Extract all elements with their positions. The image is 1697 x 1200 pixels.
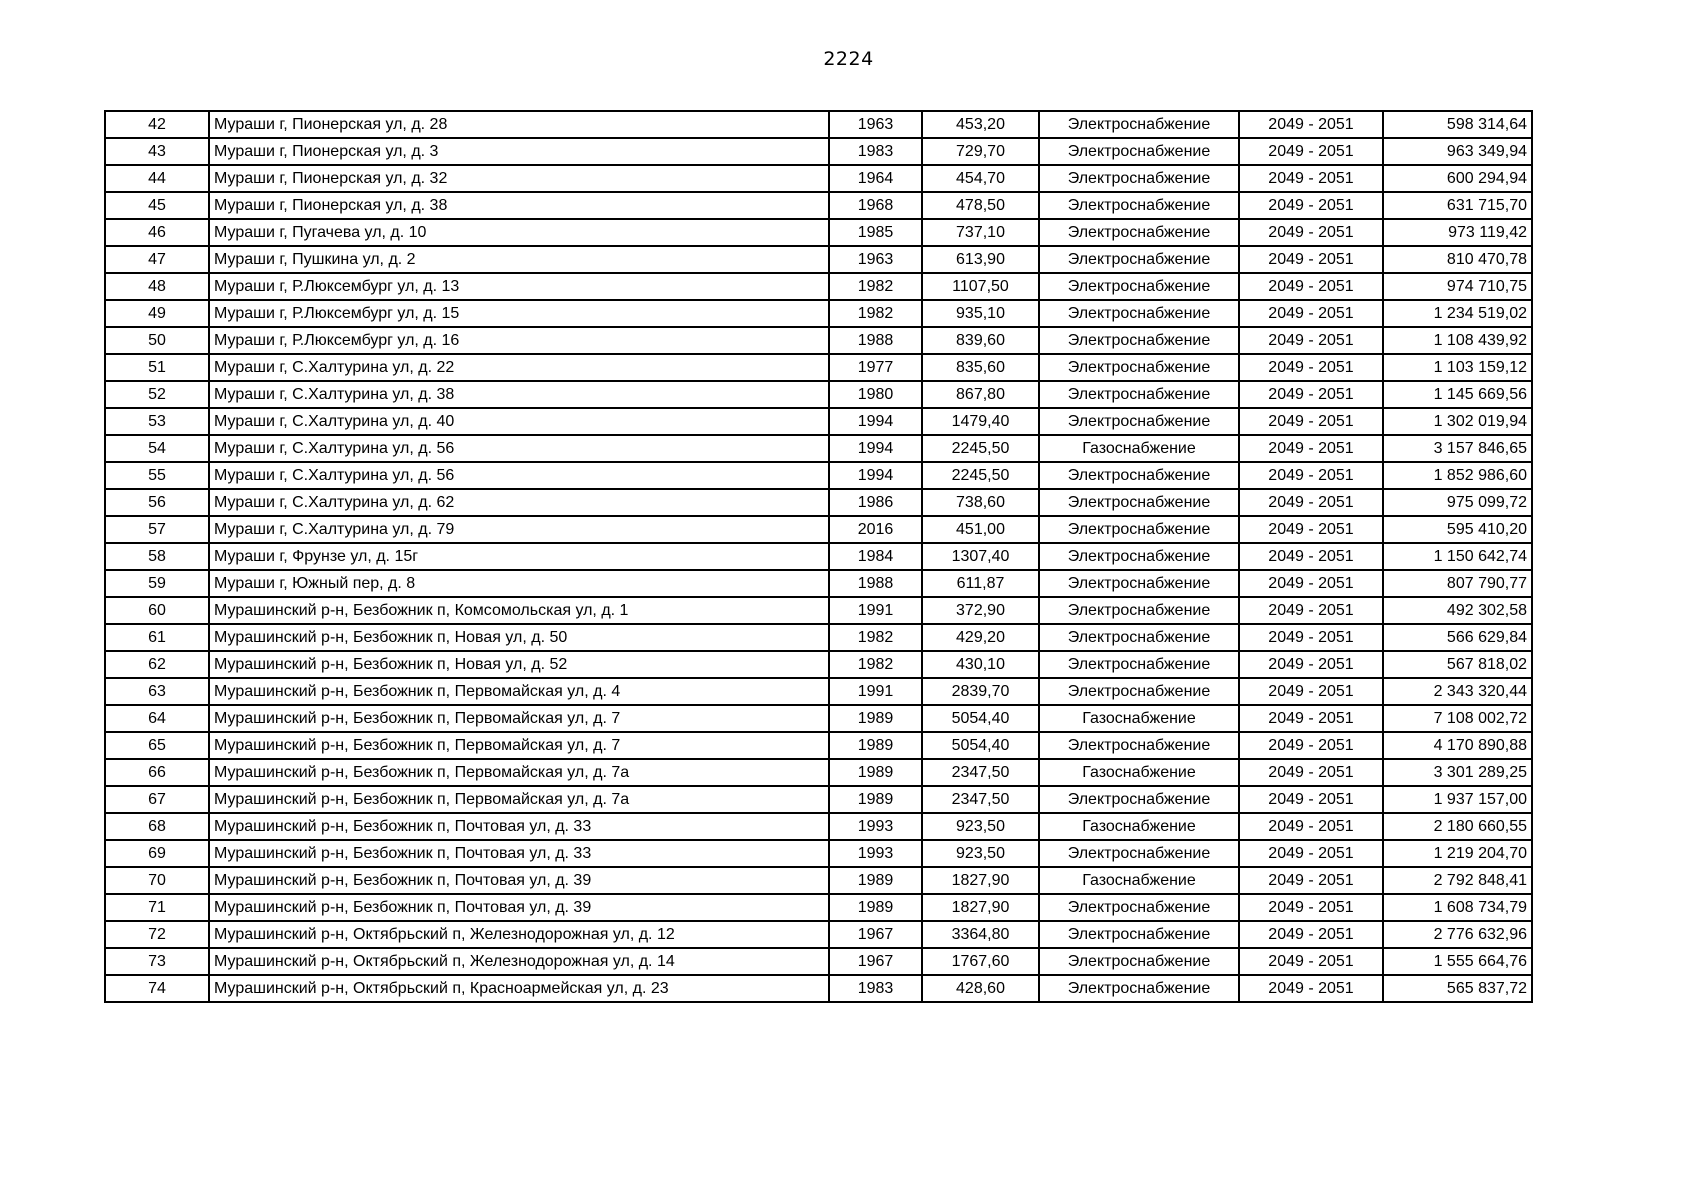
table-row [105,678,1532,705]
address-cell: Мурашинский р-н, Безбожник п, Первомайская ул, д. 7а [209,786,829,813]
table-row [105,111,1532,138]
address-cell: Мураши г, Пионерская ул, д. 28 [209,111,829,138]
address-cell: Мураши г, Р.Люксембург ул, д. 13 [209,273,829,300]
table-row [105,543,1532,570]
cost-cell: 1 145 669,56 [1383,381,1532,408]
service-type-cell: Газоснабжение [1039,867,1239,894]
table-row [105,921,1532,948]
service-type-cell: Электроснабжение [1039,786,1239,813]
area-cell: 867,80 [922,381,1039,408]
table-row [105,840,1532,867]
year-cell: 1980 [829,381,922,408]
area-cell: 613,90 [922,246,1039,273]
period-cell: 2049 - 2051 [1239,543,1383,570]
row-number: 48 [105,273,209,300]
address-cell: Мурашинский р-н, Октябрьский п, Красноармейская ул, д. 23 [209,975,829,1002]
address-cell: Мураши г, Пушкина ул, д. 2 [209,246,829,273]
cost-cell: 1 219 204,70 [1383,840,1532,867]
address-cell: Мурашинский р-н, Безбожник п, Почтовая ул, д. 39 [209,894,829,921]
period-cell: 2049 - 2051 [1239,354,1383,381]
period-cell: 2049 - 2051 [1239,516,1383,543]
table-row [105,219,1532,246]
table-row [105,786,1532,813]
year-cell: 1986 [829,489,922,516]
area-cell: 737,10 [922,219,1039,246]
address-cell: Мураши г, С.Халтурина ул, д. 38 [209,381,829,408]
area-cell: 451,00 [922,516,1039,543]
year-cell: 1989 [829,732,922,759]
row-number: 57 [105,516,209,543]
cost-cell: 7 108 002,72 [1383,705,1532,732]
row-number: 42 [105,111,209,138]
address-cell: Мурашинский р-н, Безбожник п, Почтовая ул, д. 33 [209,840,829,867]
year-cell: 1993 [829,840,922,867]
service-type-cell: Электроснабжение [1039,678,1239,705]
row-number: 70 [105,867,209,894]
address-cell: Мураши г, Фрунзе ул, д. 15г [209,543,829,570]
row-number: 43 [105,138,209,165]
cost-cell: 1 555 664,76 [1383,948,1532,975]
period-cell: 2049 - 2051 [1239,624,1383,651]
service-type-cell: Электроснабжение [1039,381,1239,408]
row-number: 71 [105,894,209,921]
year-cell: 1994 [829,462,922,489]
table-row [105,138,1532,165]
row-number: 55 [105,462,209,489]
cost-cell: 600 294,94 [1383,165,1532,192]
area-cell: 2347,50 [922,786,1039,813]
service-type-cell: Электроснабжение [1039,516,1239,543]
table-row [105,381,1532,408]
cost-cell: 2 792 848,41 [1383,867,1532,894]
page-number: 2224 [823,48,874,70]
year-cell: 1991 [829,597,922,624]
year-cell: 1968 [829,192,922,219]
address-cell: Мураши г, С.Халтурина ул, д. 22 [209,354,829,381]
cost-cell: 973 119,42 [1383,219,1532,246]
table-row [105,435,1532,462]
cost-cell: 1 103 159,12 [1383,354,1532,381]
row-number: 69 [105,840,209,867]
service-type-cell: Электроснабжение [1039,948,1239,975]
year-cell: 1989 [829,867,922,894]
area-cell: 372,90 [922,597,1039,624]
service-type-cell: Электроснабжение [1039,111,1239,138]
cost-cell: 2 343 320,44 [1383,678,1532,705]
service-type-cell: Электроснабжение [1039,354,1239,381]
period-cell: 2049 - 2051 [1239,435,1383,462]
service-type-cell: Электроснабжение [1039,300,1239,327]
area-cell: 430,10 [922,651,1039,678]
table-body [105,111,1532,1002]
year-cell: 1984 [829,543,922,570]
cost-cell: 975 099,72 [1383,489,1532,516]
address-cell: Мураши г, Пионерская ул, д. 32 [209,165,829,192]
cost-cell: 492 302,58 [1383,597,1532,624]
row-number: 49 [105,300,209,327]
period-cell: 2049 - 2051 [1239,489,1383,516]
year-cell: 1963 [829,111,922,138]
period-cell: 2049 - 2051 [1239,246,1383,273]
table-row [105,975,1532,1002]
cost-cell: 1 150 642,74 [1383,543,1532,570]
year-cell: 1964 [829,165,922,192]
year-cell: 1988 [829,570,922,597]
table-row [105,165,1532,192]
year-cell: 1977 [829,354,922,381]
cost-cell: 4 170 890,88 [1383,732,1532,759]
year-cell: 1967 [829,921,922,948]
table-row [105,894,1532,921]
period-cell: 2049 - 2051 [1239,732,1383,759]
row-number: 46 [105,219,209,246]
year-cell: 1982 [829,273,922,300]
row-number: 65 [105,732,209,759]
area-cell: 923,50 [922,840,1039,867]
area-cell: 935,10 [922,300,1039,327]
service-type-cell: Электроснабжение [1039,165,1239,192]
area-cell: 738,60 [922,489,1039,516]
table-row [105,489,1532,516]
table-row [105,570,1532,597]
cost-cell: 963 349,94 [1383,138,1532,165]
area-cell: 2245,50 [922,462,1039,489]
area-cell: 5054,40 [922,705,1039,732]
year-cell: 1982 [829,300,922,327]
table-row [105,462,1532,489]
service-type-cell: Электроснабжение [1039,408,1239,435]
table-row [105,948,1532,975]
period-cell: 2049 - 2051 [1239,813,1383,840]
service-type-cell: Электроснабжение [1039,327,1239,354]
service-type-cell: Газоснабжение [1039,759,1239,786]
row-number: 58 [105,543,209,570]
row-number: 68 [105,813,209,840]
area-cell: 1107,50 [922,273,1039,300]
period-cell: 2049 - 2051 [1239,111,1383,138]
year-cell: 1994 [829,408,922,435]
area-cell: 2245,50 [922,435,1039,462]
cost-cell: 631 715,70 [1383,192,1532,219]
table-row [105,624,1532,651]
year-cell: 2016 [829,516,922,543]
cost-cell: 3 301 289,25 [1383,759,1532,786]
address-cell: Мурашинский р-н, Безбожник п, Почтовая ул, д. 33 [209,813,829,840]
table-row [105,273,1532,300]
service-type-cell: Газоснабжение [1039,813,1239,840]
service-type-cell: Электроснабжение [1039,462,1239,489]
year-cell: 1963 [829,246,922,273]
address-cell: Мураши г, Р.Люксембург ул, д. 15 [209,300,829,327]
area-cell: 453,20 [922,111,1039,138]
row-number: 44 [105,165,209,192]
address-cell: Мурашинский р-н, Безбожник п, Почтовая ул, д. 39 [209,867,829,894]
service-type-cell: Электроснабжение [1039,273,1239,300]
year-cell: 1967 [829,948,922,975]
year-cell: 1983 [829,138,922,165]
period-cell: 2049 - 2051 [1239,300,1383,327]
area-cell: 1827,90 [922,894,1039,921]
area-cell: 429,20 [922,624,1039,651]
table-row [105,327,1532,354]
year-cell: 1993 [829,813,922,840]
service-type-cell: Электроснабжение [1039,570,1239,597]
period-cell: 2049 - 2051 [1239,165,1383,192]
area-cell: 1767,60 [922,948,1039,975]
area-cell: 835,60 [922,354,1039,381]
address-cell: Мурашинский р-н, Безбожник п, Новая ул, д. 50 [209,624,829,651]
row-number: 47 [105,246,209,273]
period-cell: 2049 - 2051 [1239,273,1383,300]
year-cell: 1991 [829,678,922,705]
period-cell: 2049 - 2051 [1239,840,1383,867]
area-cell: 923,50 [922,813,1039,840]
area-cell: 1307,40 [922,543,1039,570]
service-type-cell: Электроснабжение [1039,624,1239,651]
row-number: 72 [105,921,209,948]
row-number: 53 [105,408,209,435]
year-cell: 1982 [829,624,922,651]
cost-cell: 565 837,72 [1383,975,1532,1002]
table-row [105,705,1532,732]
row-number: 45 [105,192,209,219]
cost-cell: 810 470,78 [1383,246,1532,273]
address-cell: Мурашинский р-н, Безбожник п, Первомайская ул, д. 4 [209,678,829,705]
area-cell: 3364,80 [922,921,1039,948]
area-cell: 5054,40 [922,732,1039,759]
period-cell: 2049 - 2051 [1239,597,1383,624]
address-cell: Мураши г, Р.Люксембург ул, д. 16 [209,327,829,354]
period-cell: 2049 - 2051 [1239,570,1383,597]
cost-cell: 566 629,84 [1383,624,1532,651]
period-cell: 2049 - 2051 [1239,867,1383,894]
address-cell: Мурашинский р-н, Безбожник п, Первомайская ул, д. 7а [209,759,829,786]
row-number: 62 [105,651,209,678]
table-row [105,300,1532,327]
service-type-cell: Электроснабжение [1039,219,1239,246]
address-cell: Мурашинский р-н, Безбожник п, Комсомольская ул, д. 1 [209,597,829,624]
area-cell: 1479,40 [922,408,1039,435]
year-cell: 1989 [829,786,922,813]
address-cell: Мураши г, С.Халтурина ул, д. 79 [209,516,829,543]
area-cell: 839,60 [922,327,1039,354]
year-cell: 1989 [829,759,922,786]
row-number: 66 [105,759,209,786]
address-cell: Мурашинский р-н, Октябрьский п, Железнодорожная ул, д. 12 [209,921,829,948]
row-number: 74 [105,975,209,1002]
period-cell: 2049 - 2051 [1239,462,1383,489]
cost-cell: 1 234 519,02 [1383,300,1532,327]
address-cell: Мураши г, С.Халтурина ул, д. 62 [209,489,829,516]
cost-cell: 1 852 986,60 [1383,462,1532,489]
table-row [105,516,1532,543]
row-number: 50 [105,327,209,354]
row-number: 61 [105,624,209,651]
address-cell: Мураши г, С.Халтурина ул, д. 40 [209,408,829,435]
address-cell: Мураши г, Пионерская ул, д. 38 [209,192,829,219]
table-row [105,867,1532,894]
row-number: 59 [105,570,209,597]
year-cell: 1985 [829,219,922,246]
table-row [105,732,1532,759]
period-cell: 2049 - 2051 [1239,678,1383,705]
service-type-cell: Электроснабжение [1039,489,1239,516]
cost-cell: 567 818,02 [1383,651,1532,678]
row-number: 54 [105,435,209,462]
period-cell: 2049 - 2051 [1239,651,1383,678]
period-cell: 2049 - 2051 [1239,219,1383,246]
cost-cell: 2 776 632,96 [1383,921,1532,948]
service-type-cell: Электроснабжение [1039,975,1239,1002]
cost-cell: 1 108 439,92 [1383,327,1532,354]
period-cell: 2049 - 2051 [1239,975,1383,1002]
period-cell: 2049 - 2051 [1239,408,1383,435]
year-cell: 1989 [829,894,922,921]
service-type-cell: Газоснабжение [1039,705,1239,732]
period-cell: 2049 - 2051 [1239,894,1383,921]
address-cell: Мурашинский р-н, Безбожник п, Первомайская ул, д. 7 [209,705,829,732]
cost-cell: 1 937 157,00 [1383,786,1532,813]
area-cell: 729,70 [922,138,1039,165]
row-number: 52 [105,381,209,408]
period-cell: 2049 - 2051 [1239,786,1383,813]
period-cell: 2049 - 2051 [1239,705,1383,732]
table-row [105,651,1532,678]
row-number: 56 [105,489,209,516]
table-row [105,354,1532,381]
cost-cell: 595 410,20 [1383,516,1532,543]
table-row [105,813,1532,840]
cost-cell: 1 608 734,79 [1383,894,1532,921]
cost-cell: 598 314,64 [1383,111,1532,138]
service-type-cell: Газоснабжение [1039,435,1239,462]
year-cell: 1994 [829,435,922,462]
period-cell: 2049 - 2051 [1239,921,1383,948]
row-number: 63 [105,678,209,705]
area-cell: 2839,70 [922,678,1039,705]
area-cell: 428,60 [922,975,1039,1002]
area-cell: 611,87 [922,570,1039,597]
cost-cell: 974 710,75 [1383,273,1532,300]
service-type-cell: Электроснабжение [1039,651,1239,678]
row-number: 73 [105,948,209,975]
period-cell: 2049 - 2051 [1239,138,1383,165]
period-cell: 2049 - 2051 [1239,192,1383,219]
cost-cell: 2 180 660,55 [1383,813,1532,840]
year-cell: 1982 [829,651,922,678]
cost-cell: 807 790,77 [1383,570,1532,597]
service-type-cell: Электроснабжение [1039,840,1239,867]
table-row [105,246,1532,273]
table-row [105,192,1532,219]
address-cell: Мураши г, Пугачева ул, д. 10 [209,219,829,246]
period-cell: 2049 - 2051 [1239,381,1383,408]
area-cell: 1827,90 [922,867,1039,894]
cost-cell: 1 302 019,94 [1383,408,1532,435]
service-type-cell: Электроснабжение [1039,597,1239,624]
service-type-cell: Электроснабжение [1039,192,1239,219]
address-cell: Мураши г, Пионерская ул, д. 3 [209,138,829,165]
service-type-cell: Электроснабжение [1039,543,1239,570]
period-cell: 2049 - 2051 [1239,948,1383,975]
service-type-cell: Электроснабжение [1039,921,1239,948]
address-cell: Мурашинский р-н, Безбожник п, Новая ул, д. 52 [209,651,829,678]
year-cell: 1988 [829,327,922,354]
area-cell: 454,70 [922,165,1039,192]
buildings-table [104,110,1533,1003]
area-cell: 478,50 [922,192,1039,219]
row-number: 60 [105,597,209,624]
row-number: 67 [105,786,209,813]
address-cell: Мурашинский р-н, Безбожник п, Первомайская ул, д. 7 [209,732,829,759]
address-cell: Мурашинский р-н, Октябрьский п, Железнодорожная ул, д. 14 [209,948,829,975]
row-number: 64 [105,705,209,732]
service-type-cell: Электроснабжение [1039,246,1239,273]
address-cell: Мураши г, Южный пер, д. 8 [209,570,829,597]
service-type-cell: Электроснабжение [1039,138,1239,165]
service-type-cell: Электроснабжение [1039,894,1239,921]
table-row [105,408,1532,435]
year-cell: 1989 [829,705,922,732]
table-row [105,597,1532,624]
period-cell: 2049 - 2051 [1239,759,1383,786]
period-cell: 2049 - 2051 [1239,327,1383,354]
service-type-cell: Электроснабжение [1039,732,1239,759]
address-cell: Мураши г, С.Халтурина ул, д. 56 [209,462,829,489]
address-cell: Мураши г, С.Халтурина ул, д. 56 [209,435,829,462]
area-cell: 2347,50 [922,759,1039,786]
year-cell: 1983 [829,975,922,1002]
table-row [105,759,1532,786]
cost-cell: 3 157 846,65 [1383,435,1532,462]
row-number: 51 [105,354,209,381]
